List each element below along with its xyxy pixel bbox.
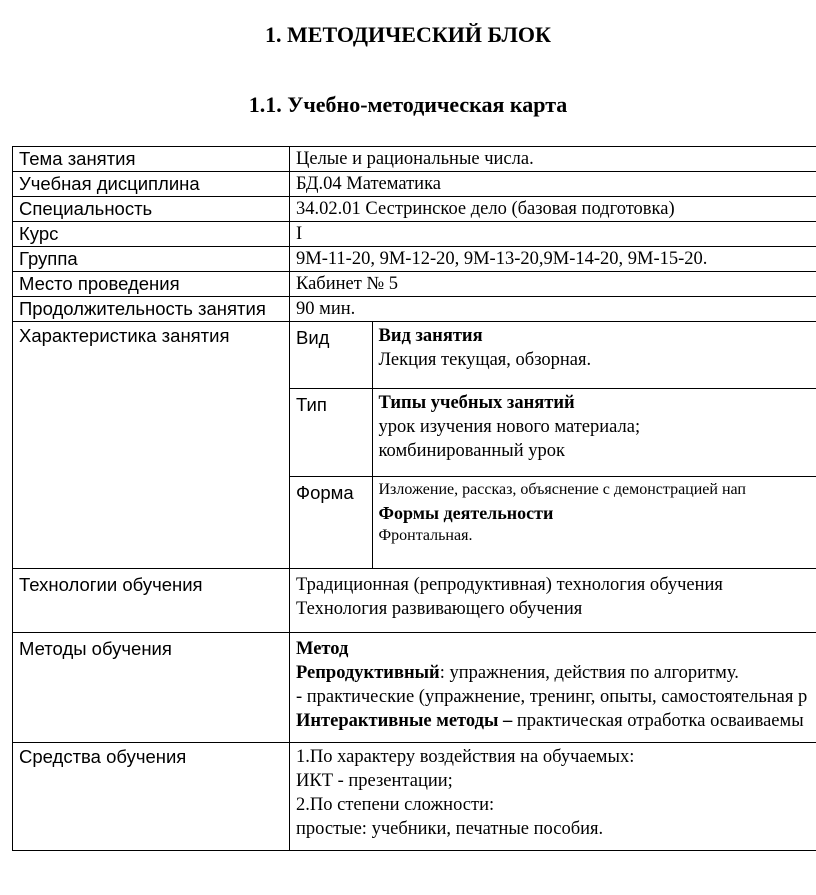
vid-text: Лекция текущая, обзорная. bbox=[378, 350, 592, 370]
means-content bbox=[290, 743, 816, 851]
row-value: 9М-11-20, 9М-12-20, 9М-13-20,9М-14-20, 9М-15-20. bbox=[290, 247, 816, 272]
forma-text: Изложение, рассказ, объяснение с демонстрацией нап bbox=[378, 480, 746, 498]
row-value: БД.04 Математика bbox=[290, 172, 816, 197]
methods-reproductive: Репродуктивный: упражнения, действия по алгоритму. bbox=[296, 663, 739, 683]
forma-title: Формы деятельности bbox=[378, 502, 554, 523]
means-line-3: 2.По степени сложности: bbox=[296, 795, 495, 815]
technology-line-2: Технология развивающего обучения bbox=[296, 599, 583, 619]
technologies-row bbox=[13, 569, 816, 633]
vid-row bbox=[290, 322, 816, 388]
means-line-1: 1.По характеру воздействия на обучаемых: bbox=[296, 747, 635, 767]
table-row bbox=[13, 147, 816, 172]
methods-interactive: Интерактивные методы – практическая отработка осваиваемы bbox=[296, 711, 804, 731]
row-label: Курс bbox=[13, 222, 290, 247]
row-label: Технологии обучения bbox=[13, 569, 290, 633]
tip-content bbox=[372, 388, 816, 476]
row-value: Целые и рациональные числа. bbox=[290, 147, 816, 172]
row-label: Группа bbox=[13, 247, 290, 272]
means-line-4: простые: учебники, печатные пособия. bbox=[296, 819, 604, 839]
tip-line-1: урок изучения нового материала; bbox=[378, 416, 641, 437]
row-label: Место проведения bbox=[13, 272, 290, 297]
section-heading: 1. МЕТОДИЧЕСКИЙ БЛОК bbox=[265, 22, 551, 47]
tip-line-2: комбинированный урок bbox=[378, 440, 565, 461]
row-label: Тема занятия bbox=[13, 147, 290, 172]
row-label: Средства обучения bbox=[13, 743, 290, 851]
means-line-2: ИКТ - презентации; bbox=[296, 771, 453, 791]
row-label: Специальность bbox=[13, 197, 290, 222]
means-row bbox=[13, 743, 816, 851]
methodical-card-table bbox=[12, 146, 816, 851]
row-value: 90 мин. bbox=[290, 297, 816, 322]
methods-content bbox=[290, 633, 816, 743]
vid-title: Вид занятия bbox=[378, 326, 483, 346]
row-label: Методы обучения bbox=[13, 633, 290, 743]
vid-kind: Вид bbox=[290, 322, 372, 388]
row-label: Учебная дисциплина bbox=[13, 172, 290, 197]
methods-title: Метод bbox=[296, 639, 349, 659]
row-value: 34.02.01 Сестринское дело (базовая подготовка) bbox=[290, 197, 816, 222]
methods-row bbox=[13, 633, 816, 743]
forma-content bbox=[372, 476, 816, 568]
tip-row bbox=[290, 388, 816, 476]
table-row bbox=[13, 197, 816, 222]
table-row bbox=[13, 247, 816, 272]
tip-kind: Тип bbox=[290, 388, 372, 476]
row-label: Характеристика занятия bbox=[13, 322, 290, 569]
row-value: Кабинет № 5 bbox=[290, 272, 816, 297]
card-subheading: 1.1. Учебно-методическая карта bbox=[248, 92, 568, 117]
technology-line-1: Традиционная (репродуктивная) технология обучения bbox=[296, 575, 723, 595]
tip-title: Типы учебных занятий bbox=[378, 392, 575, 413]
table-row bbox=[13, 222, 816, 247]
table-row bbox=[13, 272, 816, 297]
methods-practical: - практические (упражнение, тренинг, опыты, самостоятельная р bbox=[296, 687, 808, 707]
forma-text-2: Фронтальная. bbox=[378, 526, 473, 544]
row-label: Продолжительность занятия bbox=[13, 297, 290, 322]
characteristic-row bbox=[13, 322, 816, 569]
row-value: I bbox=[290, 222, 816, 247]
table-row bbox=[13, 297, 816, 322]
vid-content bbox=[372, 322, 816, 388]
characteristic-subtable bbox=[290, 322, 816, 568]
table-row bbox=[13, 172, 816, 197]
technologies-content bbox=[290, 569, 816, 633]
forma-row bbox=[290, 476, 816, 568]
characteristic-cell bbox=[290, 322, 816, 569]
forma-kind: Форма bbox=[290, 476, 372, 568]
